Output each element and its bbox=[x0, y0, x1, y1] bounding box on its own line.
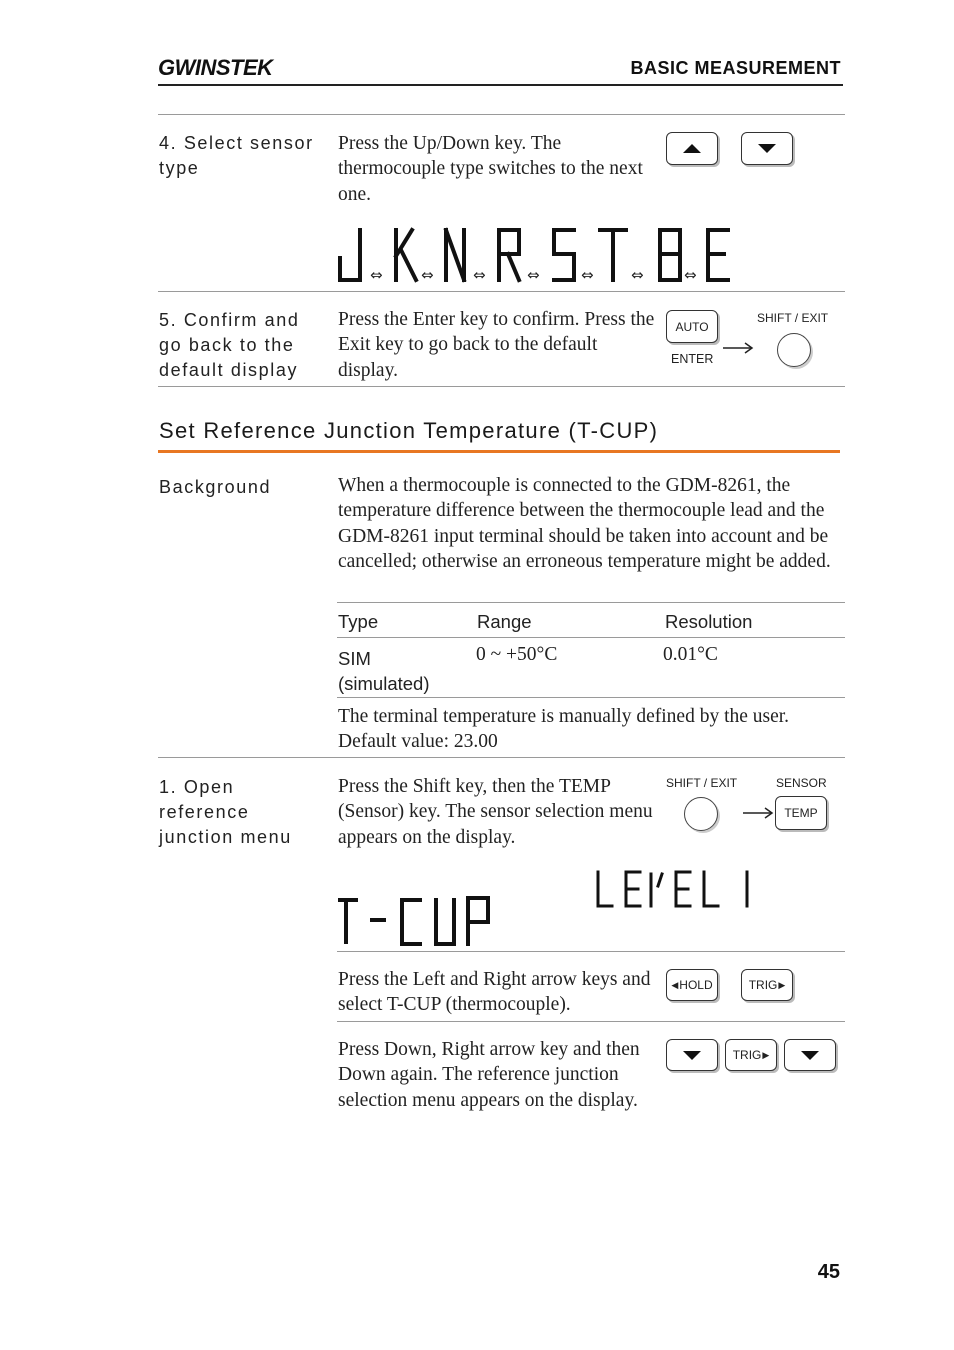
down-arrow-icon bbox=[801, 1051, 819, 1060]
double-arrow-icon: ⇔ bbox=[421, 266, 434, 284]
trig-key-label: TRIG bbox=[748, 978, 778, 992]
lcd-char-j bbox=[340, 230, 360, 280]
down-arrow-icon bbox=[758, 144, 776, 153]
lcd-char-k bbox=[396, 230, 416, 280]
brand-logo: GWINSTEK bbox=[158, 55, 273, 80]
page-number: 45 bbox=[817, 1261, 840, 1283]
step4-text: Press the Up/Down key. The thermocouple type switches to the next one. bbox=[338, 133, 643, 205]
divider bbox=[158, 114, 845, 115]
table-divider bbox=[337, 602, 845, 603]
table-cell-type: SIM (simulated) bbox=[338, 648, 430, 694]
table-header-resolution: Resolution bbox=[665, 611, 753, 632]
tcup-display bbox=[336, 866, 756, 950]
divider bbox=[158, 757, 845, 758]
table-cell-resolution: 0.01°C bbox=[663, 644, 718, 665]
divider bbox=[337, 1021, 845, 1022]
shift-exit-label: SHIFT / EXIT bbox=[666, 776, 738, 790]
default-value-text: Default value: 23.00 bbox=[338, 731, 498, 752]
lcd-char-s bbox=[554, 230, 574, 280]
section-header: BASIC MEASUREMENT bbox=[630, 58, 841, 78]
lcd-char-e bbox=[708, 230, 728, 280]
header-rule bbox=[158, 84, 843, 86]
step5-text: Press the Enter key to confirm. Press the Exit key to go back to the default display. bbox=[338, 309, 655, 381]
background-label: Background bbox=[159, 477, 272, 497]
trig-key[interactable] bbox=[741, 969, 793, 1001]
table-divider bbox=[337, 637, 845, 638]
down-arrow-icon bbox=[683, 1051, 701, 1060]
double-arrow-icon: ⇔ bbox=[581, 266, 594, 284]
shift-exit-key[interactable] bbox=[684, 797, 718, 831]
step5-label: 5. Confirm and go back to the default display bbox=[159, 310, 300, 380]
right-triangle-icon: ▶ bbox=[762, 1049, 770, 1060]
hold-key-label: HOLD bbox=[679, 978, 713, 992]
right-triangle-icon: ▶ bbox=[778, 979, 786, 990]
double-arrow-icon: ⇔ bbox=[370, 266, 383, 284]
step1-text3: Press Down, Right arrow key and then Down again. The reference junction selection menu appears on the display. bbox=[338, 1039, 640, 1111]
up-key[interactable] bbox=[666, 132, 718, 165]
auto-key[interactable]: AUTO bbox=[666, 310, 718, 343]
step1-label: 1. Open reference junction menu bbox=[159, 777, 292, 847]
double-arrow-icon: ⇔ bbox=[527, 266, 540, 284]
table-cell-range: 0 ~ +50°C bbox=[476, 644, 558, 665]
down-key[interactable] bbox=[666, 1039, 718, 1071]
lcd-char-t bbox=[600, 230, 626, 280]
sensor-label: SENSOR bbox=[776, 776, 827, 790]
arrow-right-icon bbox=[743, 807, 775, 819]
enter-label: ENTER bbox=[671, 352, 714, 366]
section-title-underline bbox=[158, 450, 840, 453]
lcd-char-b bbox=[660, 230, 680, 280]
thermocouple-type-sequence-display bbox=[336, 224, 736, 286]
divider bbox=[158, 386, 845, 387]
step1-text2: Press the Left and Right arrow keys and select T-CUP (thermocouple). bbox=[338, 969, 651, 1016]
trig-key-label: TRIG bbox=[732, 1048, 762, 1062]
note-text: The terminal temperature is manually defined by the user. bbox=[338, 706, 790, 727]
section-title: Set Reference Junction Temperature (T-CUP) bbox=[159, 418, 659, 443]
up-arrow-icon bbox=[683, 144, 701, 153]
arrow-right-icon bbox=[723, 342, 755, 354]
temp-key[interactable]: TEMP bbox=[775, 796, 827, 830]
divider bbox=[158, 291, 845, 292]
lcd-char-r bbox=[499, 230, 519, 280]
shift-exit-key[interactable] bbox=[777, 333, 811, 367]
shift-exit-label: SHIFT / EXIT bbox=[757, 311, 829, 325]
background-text: When a thermocouple is connected to the GDM-8261, the temperature difference between the thermocouple lead and the GDM-8261 input terminal should be taken into account and be cancelled; otherwise an erroneous temperature might be added. bbox=[338, 475, 831, 572]
step4-label: 4. Select sensor type bbox=[159, 133, 314, 178]
divider bbox=[337, 951, 845, 952]
lcd-char-n bbox=[446, 230, 464, 280]
left-triangle-icon: ◀ bbox=[671, 979, 679, 990]
step1-text: Press the Shift key, then the TEMP (Sensor) key. The sensor selection menu appears on the display. bbox=[338, 776, 653, 848]
double-arrow-icon: ⇔ bbox=[631, 266, 644, 284]
table-header-type: Type bbox=[338, 611, 379, 632]
table-header-range: Range bbox=[477, 611, 532, 632]
down-key[interactable] bbox=[741, 132, 793, 165]
double-arrow-icon: ⇔ bbox=[684, 266, 697, 284]
down-key[interactable] bbox=[784, 1039, 836, 1071]
table-divider bbox=[337, 697, 845, 698]
double-arrow-icon: ⇔ bbox=[473, 266, 486, 284]
hold-key[interactable] bbox=[666, 969, 718, 1001]
trig-key[interactable] bbox=[725, 1039, 777, 1071]
